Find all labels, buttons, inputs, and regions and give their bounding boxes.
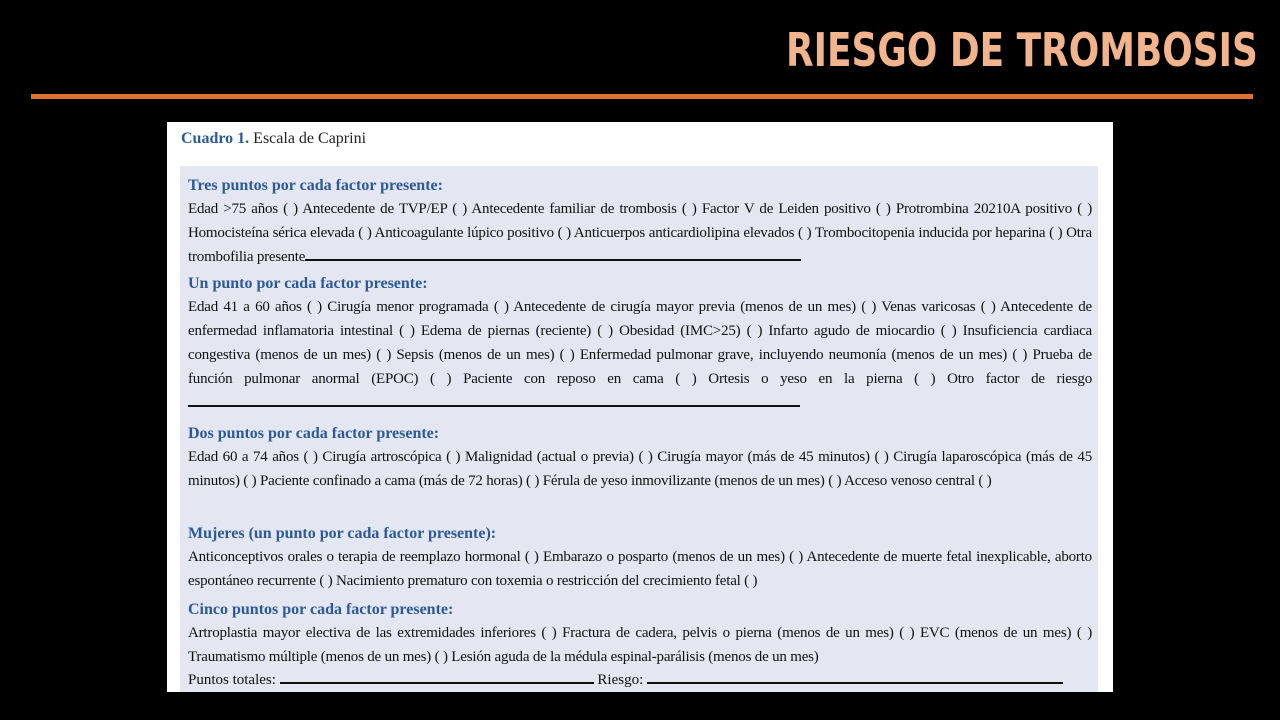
section-body: Artroplastia mayor electiva de las extremidades inferiores ( ) Fractura de cadera, pelvis o pierna (menos de un mes) ( ) EVC (menos de un mes) ( ) Traumatismo múltiple (menos de un mes) ( ) Lesión aguda de la médula espinal-parálisis (menos de un mes)	[188, 625, 1092, 665]
section-text: Edad >75 años ( ) Antecedente de TVP/EP ( ) Antecedente familiar de trombosis ( ) Factor V de Leiden positivo ( ) Protrombina 20210A positivo ( ) Homocisteína sérica elevada ( ) Anticoagulante lúpico positivo ( ) Anticuerpos anticardiolipina elevados ( ) Trombocitopenia inducida por heparina ( ) Otra trombofilia presente	[188, 201, 1092, 265]
section-women	[188, 522, 1092, 593]
slide-title: RIESGO DE TROMBOSIS	[786, 23, 1258, 77]
risk-label: Riesgo:	[597, 672, 644, 688]
section-heading: Tres puntos por cada factor presente:	[188, 177, 443, 194]
caption-label: Cuadro 1.	[181, 130, 250, 147]
section-heading: Un punto por cada factor presente:	[188, 275, 428, 292]
section-two-points	[188, 422, 1092, 493]
section-one-point	[188, 272, 1092, 415]
totals-row	[188, 669, 1092, 691]
title-underline	[31, 94, 1253, 99]
section-text: Edad 41 a 60 años ( ) Cirugía menor programada ( ) Antecedente de cirugía mayor previa (menos de un mes) ( ) Venas varicosas ( ) Antecedente de enfermedad inflamatoria intestinal ( ) Edema de piernas (reciente) ( ) Obesidad (IMC>25) ( ) Infarto agudo de miocardio ( ) Insuficiencia cardiaca congestiva (menos de un mes) ( ) Sepsis (menos de un mes) ( ) Enfermedad pulmonar grave, incluyendo neumonía (menos de un mes) ( ) Prueba de función pulmonar anormal (EPOC) ( ) Paciente con reposo en cama ( ) Ortesis o yeso en la pierna ( ) Otro factor de riesgo	[188, 299, 1092, 387]
caprini-table	[167, 122, 1113, 692]
section-body: Edad 60 a 74 años ( ) Cirugía artroscópica ( ) Malignidad (actual o previa) ( ) Cirugía mayor (más de 45 minutos) ( ) Cirugía laparoscópica (más de 45 minutos) ( ) Paciente confinado a cama (más de 72 horas) ( ) Férula de yeso inmovilizante (menos de un mes) ( ) Acceso venoso central ( )	[188, 449, 1092, 489]
section-heading: Dos puntos por cada factor presente:	[188, 425, 440, 442]
totals-label: Puntos totales:	[188, 672, 276, 688]
section-heading: Mujeres (un punto por cada factor presente):	[188, 525, 497, 542]
blank-line	[188, 404, 800, 407]
totals-blank	[280, 681, 594, 684]
section-five-points	[188, 598, 1092, 691]
section-body	[188, 197, 1092, 269]
section-body: Anticonceptivos orales o terapia de reemplazo hormonal ( ) Embarazo o posparto (menos de un mes) ( ) Antecedente de muerte fetal inexplicable, aborto espontáneo recurrente ( ) Nacimiento prematuro con toxemia o restricción del crecimiento fetal ( )	[188, 549, 1092, 589]
section-three-points	[188, 174, 1092, 269]
section-heading: Cinco puntos por cada factor presente:	[188, 601, 454, 618]
blank-line	[305, 258, 801, 261]
factors-box	[180, 166, 1098, 692]
table-caption	[181, 130, 366, 148]
section-body	[188, 295, 1092, 415]
caption-text: Escala de Caprini	[253, 130, 367, 147]
risk-blank	[647, 681, 1063, 684]
